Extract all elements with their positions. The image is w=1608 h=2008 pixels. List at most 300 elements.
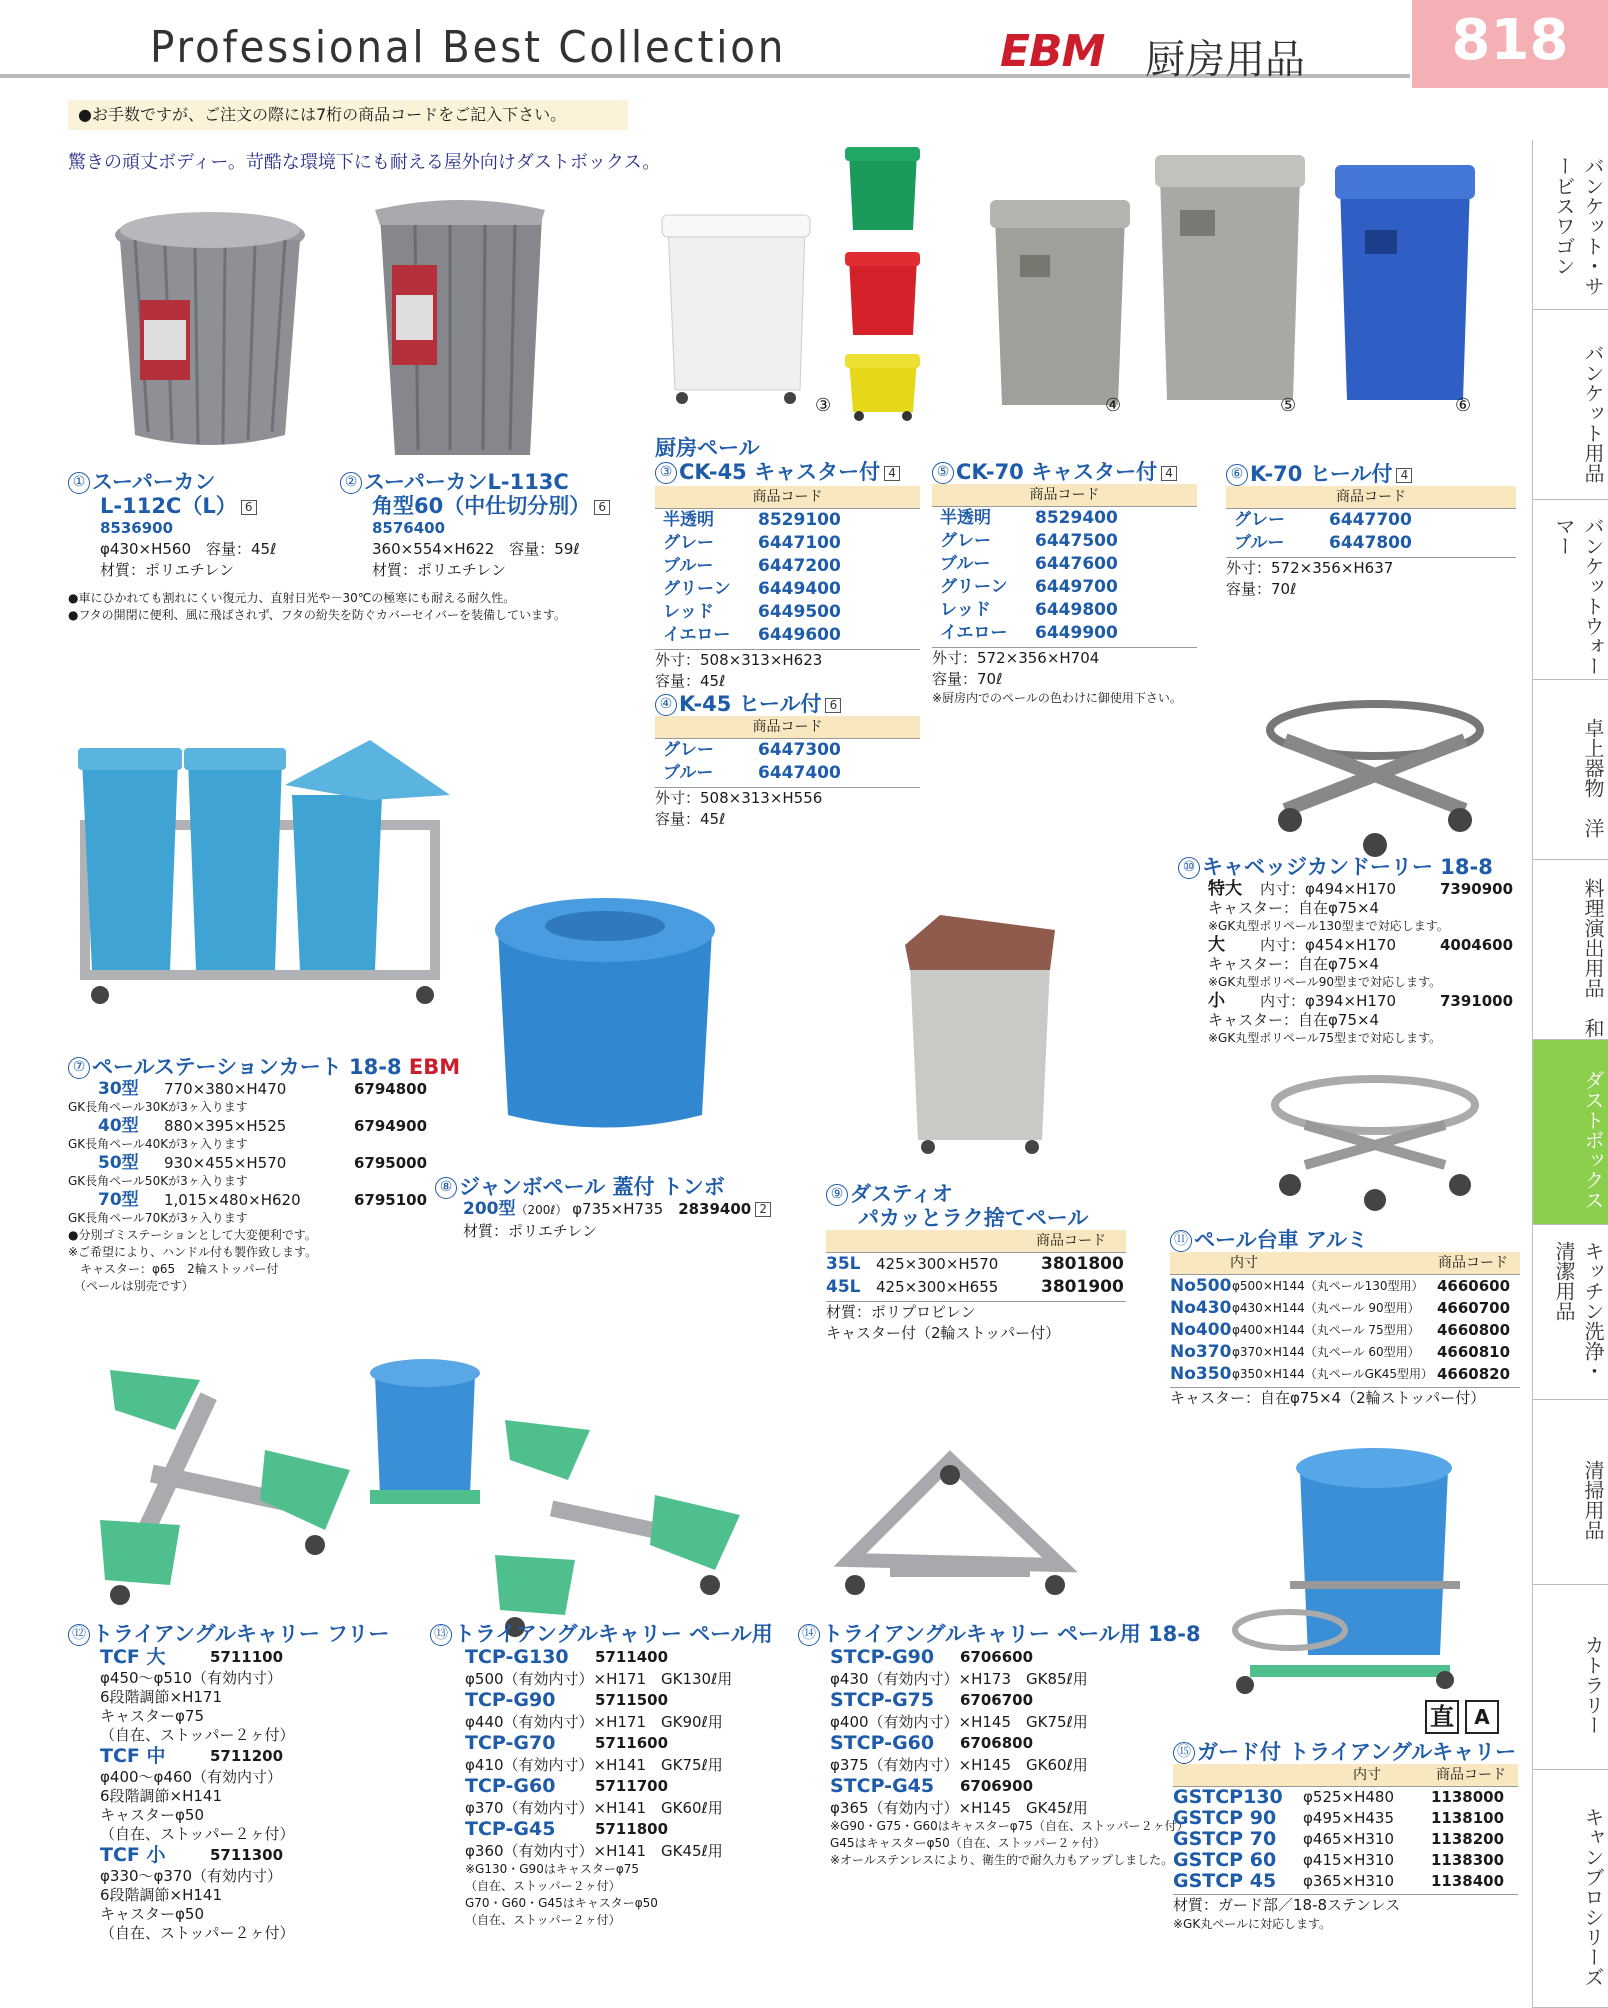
product-13-notes: [430, 1861, 790, 1929]
product-4-pack: 6: [825, 698, 841, 713]
table-row: [98, 1079, 498, 1099]
spec-line: 6段階調節×H141: [100, 1787, 223, 1805]
product-5-title: CK-70 キャスター付: [956, 460, 1158, 484]
table-row: [1170, 1297, 1520, 1319]
product-7-brand: EBM: [408, 1055, 461, 1079]
product-8-capacity: （200ℓ）: [515, 1203, 568, 1217]
product-10-title: キャベッジカンドーリー 18-8: [1202, 855, 1493, 879]
product-5-number: ⑤: [932, 462, 954, 484]
product-3-number: ③: [655, 462, 677, 484]
product-14-title: トライアングルキャリー ペール用 18-8: [822, 1622, 1201, 1646]
size-spec: φ415×H310: [1303, 1851, 1395, 1869]
variant-color: イエロー: [940, 623, 1008, 643]
table-row: [1170, 1319, 1520, 1341]
tab-cutlery[interactable]: カトラリー: [1532, 1585, 1608, 1770]
page-number: 818: [1451, 8, 1569, 73]
product-code: 6449900: [1035, 623, 1118, 643]
tab-dustbox[interactable]: ダストボックス: [1532, 1040, 1608, 1225]
size-spec: 内寸：φ454×H170: [1260, 936, 1397, 954]
triangle-carry-pail-image: [490, 1405, 750, 1645]
product-1-spec: φ430×H560 容量：45ℓ: [100, 540, 277, 558]
spec-line: φ450～φ510（有効内寸）: [100, 1669, 283, 1687]
order-notice: ●お手数ですが、ご注文の際には7桁の商品コードをご記入下さい。: [68, 100, 628, 130]
kitchen-pail-white-image: [660, 210, 810, 410]
variant-color: ブルー: [663, 763, 714, 783]
product-1-model: L-112C（L）: [100, 494, 237, 518]
product-code: 7391000: [1440, 992, 1514, 1010]
variant-row: [830, 1732, 1158, 1755]
tab-cleaning[interactable]: 清掃用品: [1532, 1400, 1608, 1585]
variant-color: 半透明: [663, 510, 714, 530]
variant-note: GK長角ペール30Kが3ヶ入ります: [68, 1100, 248, 1114]
variant-color: レッド: [663, 602, 714, 622]
product-5-table-header: 商品コード: [932, 484, 1197, 507]
variant-note: ※GK丸型ポリペール90型まで対応します。: [1208, 975, 1442, 989]
product-13: [430, 1622, 790, 1929]
tab-tableware[interactable]: 卓上器物 洋: [1532, 680, 1608, 860]
product-10: [1178, 855, 1523, 1047]
model-name: STCP-G60: [830, 1732, 935, 1754]
model-name: 40型: [98, 1116, 139, 1136]
variant-row: [100, 1745, 408, 1768]
product-code: 6794800: [354, 1080, 428, 1098]
note-line: ※オールステンレスにより、衛生的で耐久力もアップしました。: [830, 1853, 1174, 1867]
product-6-pack: 4: [1396, 468, 1412, 483]
note-line: G45はキャスターφ50（自在、ストッパー２ヶ付）: [830, 1836, 1106, 1850]
product-code: 6447100: [758, 533, 841, 553]
size-spec: φ400×H144（丸ペール 75型用）: [1232, 1323, 1420, 1337]
variant-color: ブルー: [940, 554, 991, 574]
product-code: 6795000: [354, 1154, 428, 1172]
product-4-spec: 外寸：508×313×H556: [655, 789, 823, 807]
product-5-capacity: 容量：70ℓ: [932, 670, 1003, 688]
product-code: 4660800: [1437, 1321, 1511, 1339]
variant-color: グレー: [663, 533, 714, 553]
model-name: TCP-G90: [465, 1689, 556, 1711]
model-name: TCF 中: [100, 1745, 166, 1767]
product-15: [1173, 1740, 1518, 1933]
product-3: [655, 436, 920, 692]
variant-note: ※GK丸型ポリペール130型まで対応します。: [1208, 919, 1449, 933]
product-13-title: トライアングルキャリー ペール用: [454, 1622, 773, 1646]
photo-label-4: ④: [1105, 395, 1122, 416]
product-8-model: 200型: [463, 1199, 516, 1219]
model-name: GSTCP 90: [1173, 1807, 1277, 1829]
product-2-model: 角型60（中仕切分別）: [372, 494, 591, 518]
product-6-table: [1226, 509, 1516, 555]
product-6-capacity: 容量：70ℓ: [1226, 580, 1297, 598]
product-3-title: CK-45 キャスター付: [679, 460, 881, 484]
size-spec: 425×300×H655: [876, 1278, 999, 1296]
product-code: 1138000: [1431, 1788, 1505, 1806]
table-row: [1226, 532, 1516, 555]
assembly-badge: A: [1465, 1700, 1499, 1734]
variant-row: [465, 1775, 790, 1798]
product-code: 5711600: [595, 1734, 669, 1752]
product-5-pack: 4: [1161, 466, 1177, 481]
table-row: [1170, 1363, 1520, 1385]
size-spec: 425×300×H570: [876, 1255, 999, 1273]
cabbage-can-dolly-image: [1260, 700, 1490, 860]
triangle-carry-stainless-image: [830, 1450, 1080, 1610]
note-line: ※ご希望により、ハンドル付も製作致します。: [68, 1245, 318, 1259]
size-spec: 内寸：φ494×H170: [1260, 880, 1397, 898]
model-name: 小: [1208, 991, 1225, 1011]
product-1-pack: 6: [241, 500, 257, 515]
product-2-material: 材質：ポリエチレン: [372, 561, 507, 579]
variant-row: [465, 1646, 790, 1669]
table-row: [655, 601, 920, 624]
caster-spec: キャスター：自在φ75×4: [1208, 955, 1380, 973]
product-7: [68, 1055, 498, 1295]
product-code: 5711100: [210, 1648, 284, 1666]
spec-line: キャスターφ50: [100, 1905, 204, 1923]
model-name: No350: [1170, 1364, 1232, 1384]
kitchen-pail-green-image: [845, 145, 920, 240]
product-code: 4660810: [1437, 1343, 1511, 1361]
product-6-number: ⑥: [1226, 464, 1248, 486]
product-6-spec: 外寸：572×356×H637: [1226, 559, 1394, 577]
product-10-number: ⑩: [1178, 857, 1200, 879]
product-2-title: スーパーカンL-113C: [364, 470, 569, 494]
variant-color: ブルー: [663, 556, 714, 576]
table-row: [1178, 991, 1523, 1011]
variant-row: [100, 1646, 408, 1669]
tab-banquet-goods[interactable]: バンケット用品: [1532, 310, 1608, 500]
variant-note: GK長角ペール70Kが3ヶ入ります: [68, 1211, 248, 1225]
product-9-table-header: 商品コード: [826, 1230, 1126, 1253]
variant-row: [830, 1775, 1158, 1798]
variant-note: ※GK丸型ポリペール75型まで対応します。: [1208, 1031, 1442, 1045]
brand-logo: EBM: [1000, 26, 1105, 77]
product-7-notes: [68, 1227, 498, 1295]
product-code: 6447600: [1035, 554, 1118, 574]
product-code: 6795100: [354, 1191, 428, 1209]
size-spec: 内寸：φ394×H170: [1260, 992, 1397, 1010]
table-row: [932, 553, 1197, 576]
tab-kitchen-cleaning[interactable]: キッチン洗浄・清潔用品: [1532, 1225, 1608, 1400]
spec-line: φ370（有効内寸）×H141 GK60ℓ用: [465, 1799, 723, 1817]
product-code: 1138100: [1431, 1809, 1505, 1827]
product-9: [826, 1182, 1126, 1344]
product-4-table-header: 商品コード: [655, 716, 920, 739]
table-row: [1173, 1850, 1518, 1871]
spec-line: φ440（有効内寸）×H171 GK90ℓ用: [465, 1713, 723, 1731]
product-15-title: ガード付 トライアングルキャリー: [1197, 1740, 1517, 1764]
model-name: No370: [1170, 1342, 1232, 1362]
table-row: [1178, 879, 1523, 899]
product-8-code: 2839400: [678, 1200, 752, 1218]
table-row: [932, 530, 1197, 553]
product-5-note: ※厨房内でのペールの色わけに御使用下さい。: [932, 691, 1182, 705]
note-line: （自在、ストッパー２ヶ付）: [465, 1879, 621, 1893]
spec-line: φ360（有効内寸）×H141 GK45ℓ用: [465, 1842, 723, 1860]
table-row: [826, 1253, 1126, 1276]
model-name: 45L: [826, 1277, 861, 1297]
product-2-spec: 360×554×H622 容量：59ℓ: [372, 540, 580, 558]
model-name: STCP-G45: [830, 1775, 935, 1797]
table-row: [655, 509, 920, 532]
table-row: [655, 624, 920, 647]
product-3-pack: 4: [884, 466, 900, 481]
note-line: ●車にひかれても割れにくい復元力、直射日光や－30℃の極寒にも耐える耐久性。: [68, 591, 516, 605]
product-code: 6449700: [1035, 577, 1118, 597]
product-14-notes: [798, 1818, 1189, 1869]
direct-badge: 直: [1425, 1700, 1459, 1734]
table-row: [655, 739, 920, 762]
guarded-triangle-carry-image: [1230, 1440, 1480, 1710]
pail-station-cart-image: [70, 740, 470, 1040]
size-spec: 770×380×H470: [164, 1080, 287, 1098]
product-11: [1170, 1228, 1520, 1409]
product-6-title: K-70 ヒール付: [1250, 462, 1393, 486]
note-line: ※G130・G90はキャスターφ75: [465, 1862, 640, 1876]
note-line: ●フタの開閉に便利、風に飛ばされず、フタの紛失を防ぐカバーセイバーを装備しています。: [68, 608, 567, 622]
spec-line: 6段階調節×H171: [100, 1688, 223, 1706]
pail-cart-aluminium-image: [1265, 1075, 1485, 1215]
product-2-code: 8576400: [372, 519, 446, 537]
note-line: ●分別ゴミステーションとして大変便利です。: [68, 1228, 317, 1242]
product-1: [68, 470, 276, 581]
note-line: ※G90・G75・G60はキャスターφ75（自在、ストッパー２ヶ付）: [830, 1819, 1189, 1833]
product-1-code: 8536900: [100, 519, 174, 537]
model-name: GSTCP 45: [1173, 1870, 1277, 1892]
product-code: 7390900: [1440, 880, 1514, 898]
table-row: [98, 1116, 498, 1136]
catalog-title: Professional Best Collection: [150, 22, 787, 73]
model-name: TCP-G60: [465, 1775, 556, 1797]
size-spec: φ495×H435: [1303, 1809, 1395, 1827]
variant-color: グレー: [940, 531, 991, 551]
spec-line: キャスターφ50: [100, 1806, 204, 1824]
product-8-title: ジャンボペール 蓋付 トンボ: [459, 1175, 725, 1199]
product-11-title: ペール台車 アルミ: [1194, 1228, 1369, 1252]
variant-row: [465, 1689, 790, 1712]
size-spec: 880×395×H525: [164, 1117, 287, 1135]
product-11-header-code: 商品コード: [1438, 1255, 1508, 1271]
product-8: [435, 1175, 795, 1242]
model-name: GSTCP130: [1173, 1786, 1283, 1808]
product-8-material: 材質：ポリエチレン: [463, 1222, 598, 1240]
product-9-table: [826, 1253, 1126, 1299]
product-7-variants: [68, 1079, 498, 1227]
model-name: 70型: [98, 1190, 139, 1210]
product-11-caster: キャスター：自在φ75×4（2輪ストッパー付）: [1170, 1389, 1486, 1407]
tab-banquet-warmer[interactable]: バンケットウォーマー: [1532, 500, 1608, 680]
table-row: [655, 532, 920, 555]
product-13-variants: [430, 1646, 790, 1861]
model-name: TCF 小: [100, 1844, 166, 1866]
product-15-table: [1173, 1787, 1518, 1892]
size-spec: φ370×H144（丸ペール 60型用）: [1232, 1345, 1420, 1359]
product-code: 4660820: [1437, 1365, 1511, 1383]
product-code: 5711300: [210, 1846, 284, 1864]
spec-line: φ330～φ370（有効内寸）: [100, 1867, 283, 1885]
pail-blue-image: [1335, 160, 1475, 405]
product-3-capacity: 容量：45ℓ: [655, 672, 726, 690]
size-spec: φ365×H310: [1303, 1872, 1395, 1890]
product-15-header-code: 商品コード: [1436, 1767, 1506, 1783]
kitchen-pail-red-image: [845, 250, 920, 345]
size-spec: φ465×H310: [1303, 1830, 1395, 1848]
table-row: [932, 507, 1197, 530]
variant-color: ブルー: [1234, 533, 1285, 553]
product-6-table-header: 商品コード: [1226, 486, 1516, 509]
product-code: 1138400: [1431, 1872, 1505, 1890]
product-code: 4004600: [1440, 936, 1514, 954]
spec-line: 6段階調節×H141: [100, 1886, 223, 1904]
product-12-variants: [68, 1646, 408, 1943]
product-code: 6449600: [758, 625, 841, 645]
product-14-number: ⑭: [798, 1624, 820, 1646]
pail-k70-gray-image: [1155, 150, 1305, 405]
section-headline: 驚きの頑丈ボディー。苛酷な環境下にも耐える屋外向けダストボックス。: [68, 152, 661, 173]
product-code: 5711500: [595, 1691, 669, 1709]
product-9-title: ダスティオ: [850, 1182, 953, 1206]
product-code: 5711200: [210, 1747, 284, 1765]
product-1-2-notes: [68, 590, 566, 624]
product-8-number: ⑧: [435, 1177, 457, 1199]
product-1-number: ①: [68, 472, 90, 494]
variant-color: グレー: [663, 740, 714, 760]
table-row: [1173, 1871, 1518, 1892]
product-11-table: [1170, 1275, 1520, 1385]
product-4: [655, 692, 920, 830]
product-code: 6706600: [960, 1648, 1034, 1666]
product-code: 3801800: [1041, 1254, 1124, 1274]
model-name: GSTCP 70: [1173, 1828, 1277, 1850]
table-row: [932, 576, 1197, 599]
variant-note: GK長角ペール40Kが3ヶ入ります: [68, 1137, 248, 1151]
variant-color: グリーン: [663, 579, 731, 599]
table-row: [1173, 1829, 1518, 1850]
table-row: [932, 599, 1197, 622]
category-title: 厨房用品: [1145, 37, 1305, 83]
tab-banquet-wagon[interactable]: バンケット・サービスワゴン: [1532, 140, 1608, 310]
product-4-table: [655, 739, 920, 785]
product-8-spec: φ735×H735: [572, 1200, 664, 1218]
product-12: [68, 1622, 408, 1943]
product-code: 6449400: [758, 579, 841, 599]
spec-line: φ365（有効内寸）×H145 GK45ℓ用: [830, 1799, 1088, 1817]
jumbo-pail-image: [490, 890, 720, 1140]
table-row: [1178, 935, 1523, 955]
kitchen-pail-yellow-image: [845, 352, 920, 422]
product-code: 6447800: [1329, 533, 1412, 553]
table-row: [655, 762, 920, 785]
product-code: 6449500: [758, 602, 841, 622]
pail-ck70-gray-image: [990, 195, 1130, 410]
size-spec: 930×455×H570: [164, 1154, 287, 1172]
table-row: [1226, 509, 1516, 532]
size-spec: φ350×H144（丸ペールGK45型用）: [1232, 1367, 1434, 1381]
tab-cambro[interactable]: キャンブロシリーズ: [1532, 1770, 1608, 2008]
model-name: TCP-G45: [465, 1818, 556, 1840]
product-9-caster: キャスター付（2輪ストッパー付）: [826, 1324, 1061, 1342]
product-2-number: ②: [340, 472, 362, 494]
product-code: 6447500: [1035, 531, 1118, 551]
table-row: [655, 578, 920, 601]
photo-label-5: ⑤: [1280, 395, 1297, 416]
spec-line: （自在、ストッパー２ヶ付）: [100, 1825, 295, 1843]
model-name: STCP-G75: [830, 1689, 935, 1711]
table-row: [1173, 1808, 1518, 1829]
product-15-number: ⑮: [1173, 1742, 1195, 1764]
tab-presentation[interactable]: 料理演出用品 和: [1532, 860, 1608, 1040]
photo-label-6: ⑥: [1455, 395, 1472, 416]
model-name: No400: [1170, 1320, 1232, 1340]
product-code: 6706800: [960, 1734, 1034, 1752]
product-code: 8529100: [758, 510, 841, 530]
spec-line: （自在、ストッパー２ヶ付）: [100, 1726, 295, 1744]
product-code: 6447400: [758, 763, 841, 783]
product-code: 5711700: [595, 1777, 669, 1795]
model-name: 特大: [1208, 879, 1242, 899]
product-2: [340, 470, 610, 581]
size-spec: 1,015×480×H620: [164, 1191, 301, 1209]
variant-color: グレー: [1234, 510, 1285, 530]
product-1-title: スーパーカン: [92, 470, 216, 494]
product-code: 5711400: [595, 1648, 669, 1666]
product-5-table: [932, 507, 1197, 645]
spec-line: φ375（有効内寸）×H145 GK60ℓ用: [830, 1756, 1088, 1774]
product-code: 6449800: [1035, 600, 1118, 620]
product-1-material: 材質：ポリエチレン: [100, 561, 235, 579]
spec-line: （自在、ストッパー２ヶ付）: [100, 1924, 295, 1942]
product-code: 1138200: [1431, 1830, 1505, 1848]
model-name: No500: [1170, 1276, 1232, 1296]
variant-row: [100, 1844, 408, 1867]
table-row: [826, 1276, 1126, 1299]
table-row: [98, 1153, 498, 1173]
product-11-number: ⑪: [1170, 1230, 1192, 1252]
model-name: 35L: [826, 1254, 861, 1274]
spec-line: φ400～φ460（有効内寸）: [100, 1768, 283, 1786]
variant-row: [830, 1646, 1158, 1669]
note-line: （自在、ストッパー２ヶ付）: [465, 1913, 621, 1927]
product-3-table-header: 商品コード: [655, 486, 920, 509]
product-4-number: ④: [655, 694, 677, 716]
variant-note: GK長角ペール50Kが3ヶ入ります: [68, 1174, 248, 1188]
model-name: GSTCP 60: [1173, 1849, 1277, 1871]
table-row: [932, 622, 1197, 645]
model-name: STCP-G90: [830, 1646, 935, 1668]
spec-line: キャスターφ75: [100, 1707, 204, 1725]
model-name: TCP-G130: [465, 1646, 569, 1668]
product-code: 3801900: [1041, 1277, 1124, 1297]
dustio-pail-image: [900, 915, 1060, 1155]
product-7-number: ⑦: [68, 1057, 90, 1079]
variant-color: 半透明: [940, 508, 991, 528]
photo-label-3: ③: [815, 395, 832, 416]
size-spec: φ525×H480: [1303, 1788, 1395, 1806]
product-code: 6447200: [758, 556, 841, 576]
pail-on-carry-image: [365, 1345, 485, 1515]
model-name: 50型: [98, 1153, 139, 1173]
variant-color: レッド: [940, 600, 991, 620]
product-9-number: ⑨: [826, 1184, 848, 1206]
product-3-table: [655, 509, 920, 647]
variant-color: グリーン: [940, 577, 1008, 597]
spec-line: φ430（有効内寸）×H173 GK85ℓ用: [830, 1670, 1088, 1688]
product-15-note: ※GK丸ペールに対応します。: [1173, 1917, 1332, 1931]
size-spec: φ500×H144（丸ペール130型用）: [1232, 1279, 1424, 1293]
product-14-variants: [798, 1646, 1158, 1818]
product-13-number: ⑬: [430, 1624, 452, 1646]
spec-line: φ400（有効内寸）×H145 GK75ℓ用: [830, 1713, 1088, 1731]
product-4-capacity: 容量：45ℓ: [655, 810, 726, 828]
product-15-header-size: 内寸: [1353, 1767, 1381, 1783]
